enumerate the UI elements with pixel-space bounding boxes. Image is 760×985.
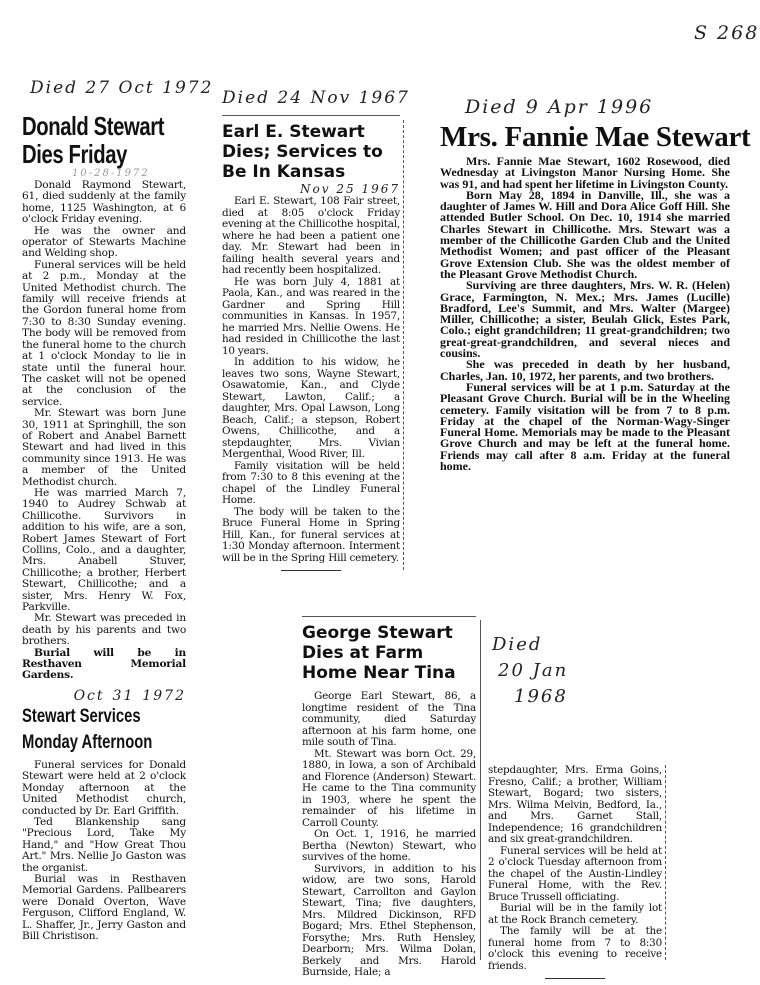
paragraph: He was married March 7, 1940 to Audrey Schwab at Chillicothe. Survivors in addition to his wife, are a son, Robert James Stewart of Fort Collins, Colo., and a daughter, Mrs. Anabell Stuver, Chillicothe; a brother, Herbert Stewart, Chillicothe; and a sister, Mrs. Henry W. Fox, Parkville. — [22, 486, 186, 614]
note-line: Oct — [73, 687, 105, 704]
date-stamp: Nov 25 1967 — [300, 182, 400, 196]
paragraph: In addition to his widow, he leaves two sons, Wayne Stewart, Osawatomie, Kan., and Clyde Stewart, Lawton, Calif.; a daughter, Mrs. Opal Lawson, Long Beach, Calif.; a stepson, Robert Owens, Chillicothe, and a stepdaughter, Mrs. Vivian Mergenthal, Wood River, Ill. — [222, 356, 400, 460]
paragraph: stepdaughter, Mrs. Erma Goins, Fresno, Calif.; a brother, William Stewart, Bogard; two sisters, Mrs. Wilma Melvin, Bedford, Ia., and Mrs. Garnet Stall, Independence; 16 grandchildren and six great-grandchildren. — [488, 764, 662, 845]
article-body — [488, 765, 662, 972]
headline-line: Donald Stewart — [22, 111, 165, 141]
headline-line: Dies Friday — [22, 139, 128, 169]
handwritten-date-note — [492, 632, 568, 710]
handwritten-date-note: Died 9 Apr 1996 — [465, 96, 654, 118]
left-column — [22, 112, 186, 942]
paragraph: Surviving are three daughters, Mrs. W. R. (Helen) Grace, Farmington, N. Mex.; Mrs. James (Lucille) Bradford, Lee's Summit, and Mrs. Walter (Margee) Miller, Chillicothe; a sister, Beulah Glick, Estes Park, Colo.; eight grandchildren; 11 great-grandchildren; two great-great-grandchildren, and several nieces and cousins. — [440, 278, 730, 361]
paragraph: Mt. Stewart was born Oct. 29, 1880, in Iowa, a son of Archibald and Florence (Anderson) Stewart. He came to the Tina community in 1903, where he spent the remainder of his lifetime in Carroll County. — [302, 747, 476, 829]
paragraph: Ted Blankenship sang "Precious Lord, Take My Hand," and "How Great Thou Art." Mrs. Nellie Jo Gaston was the organist. — [22, 815, 186, 874]
article-body — [22, 180, 186, 682]
column-rule — [403, 120, 404, 570]
headline — [22, 111, 165, 169]
paragraph: Born May 28, 1894 in Danville, Ill., she was a daughter of James W. Hill and Dora Alice Goff Hill. She attended Butler School. On Dec. 10, 1914 she married Charles Stewart in Chillicothe. Mrs. Stewart was a member of the Chillicothe Garden Club and the United Methodist Women; and past officer of the Pleasant Grove Extension Club. She was the oldest member of the Pleasant Grove Methodist Church. — [440, 187, 730, 281]
paragraph: Mr. Stewart was born June 30, 1911 at Springhill, the son of Robert and Anabel Barnett Stewart and had lived in this community since 1913. He was a member of the United Methodist church. — [22, 407, 186, 488]
paragraph: Mrs. Fannie Mae Stewart, 1602 Rosewood, died Wednesday at Livingston Manor Nursing Home. She was 91, and had spent her lifetime in Livingston County. — [440, 154, 730, 191]
headline-line: Earl E. Stewart — [222, 122, 365, 142]
handwritten-date-note: Died 27 Oct 1972 — [30, 78, 214, 98]
handwritten-year-note: 1972 — [142, 687, 186, 704]
paragraph: Funeral services will be held at 2 o'clock Tuesday afternoon from the chapel of the Austin-Lindley Funeral Home, with the Rev. Bruce Trussell officiating. — [488, 844, 662, 903]
paragraph: George Earl Stewart, 86, a longtime resident of the Tina community, died Saturday afternoon at his farm home, one mile south of Tina. — [302, 690, 476, 748]
paragraph: On Oct. 1, 1916, he married Bertha (Newton) Stewart, who survives of the home. — [302, 828, 476, 863]
article-body — [440, 156, 730, 472]
clipping-stewart-services — [22, 688, 186, 943]
paragraph: Funeral services for Donald Stewart were held at 2 o'clock Monday afternoon at the United Methodist church, conducted by Dr. Earl Griffith. — [22, 758, 186, 817]
handwritten-date-note — [22, 688, 186, 704]
paragraph: Funeral services will be held at 2 p.m., Monday at the United Methodist church. The family will receive friends at the Gordon funeral home from 7:30 to 8:30 Sunday evening. The body will be removed from the funeral home to the church at 1 o'clock Monday to lie in state until the funeral hour. The casket will not be opened at the conclusion of the service. — [22, 258, 186, 408]
paragraph: Burial will be in the family lot at the Rock Branch cemetery. — [488, 902, 662, 926]
paragraph: Mr. Stewart was preceded in death by his parents and two brothers. — [22, 612, 186, 648]
headline — [222, 122, 400, 182]
clipping-earl-stewart — [222, 115, 400, 571]
note-line: 1968 — [514, 686, 568, 707]
paragraph: Burial was in Resthaven Memorial Gardens. Pallbearers were Donald Overton, Wave Ferguson, Clifford England, W. L. Shaffer, Jr., Jerry Gaston and Bill Christison. — [22, 872, 186, 942]
note-line: 31 — [112, 687, 135, 704]
headline — [22, 704, 153, 756]
paragraph: He was the owner and operator of Stewarts Machine and Welding shop. — [22, 224, 186, 260]
paragraph: She was preceded in death by her husband, Charles, Jan. 10, 1972, her parents, and two brothers. — [440, 357, 730, 383]
article-body — [222, 196, 400, 564]
headline-line: Dies at Farm — [302, 643, 424, 663]
paragraph: The family will be at the funeral home from 7 to 8:30 o'clock this evening to receive friends. — [488, 925, 662, 972]
divider — [545, 978, 605, 979]
date-stamp: 10-28-1972 — [72, 168, 150, 179]
headline-line: Monday Afternoon — [22, 731, 153, 753]
page-number-note: S 268 — [694, 22, 760, 44]
paragraph: Earl E. Stewart, 108 Fair street, died at 8:05 o'clock Friday evening at the Chillicothe hospital, where he had been a patient one day. Mr. Stewart had been in failing health several years and had recently been hospitalized. — [222, 195, 400, 276]
note-line: Died — [492, 634, 543, 655]
headline-line: Stewart Services — [22, 705, 141, 727]
column-rule — [480, 620, 481, 960]
note-line: 20 Jan — [498, 660, 569, 681]
clipping-fannie-stewart — [440, 121, 751, 474]
headline-line: Dies; Services to — [222, 142, 383, 162]
headline — [302, 623, 476, 683]
paragraph: Family visitation will be held from 7:30 to 8 this evening at the chapel of the Lindley Funeral Home. — [222, 459, 400, 506]
article-body — [302, 691, 476, 979]
clipping-donald-stewart — [22, 112, 186, 682]
paragraph: Donald Raymond Stewart, 61, died suddenly at the family home, 1125 Washington, at 6 o'clock Friday evening. — [22, 179, 186, 226]
paragraph: Burial will be in Resthaven Memorial Gardens. — [22, 646, 186, 682]
headline: Mrs. Fannie Mae Stewart — [440, 121, 751, 153]
paragraph: He was born July 4, 1881 at Paola, Kan., and was reared in the Gardner and Spring Hill communities in Kansas. In 1957, he married Mrs. Nellie Owens. He had resided in Chillicothe the last 10 years. — [222, 275, 400, 357]
column-rule — [665, 765, 666, 960]
paragraph: The body will be taken to the Bruce Funeral Home in Spring Hill, Kan., for funeral services at 1:30 Monday afternoon. Interment will be in the Spring Hill cemetery. — [222, 505, 400, 564]
paragraph: Survivors, in addition to his widow, are two sons, Harold Stewart, Carrollton and Gaylon Stewart, Tina; five daughters, Mrs. Mildred Dickinson, RFD Bogard; Mrs. Ethel Stephenson, Forsythe; Mrs. Ruth Hensley, Dearborn; Mrs. Wilma Dolan, Berkely and Mrs. Harold Burnside, Hale; a — [302, 862, 476, 978]
handwritten-date-note: Died 24 Nov 1967 — [222, 88, 410, 108]
clipping-george-stewart-continued — [488, 765, 662, 979]
article-body — [22, 760, 186, 943]
divider — [281, 570, 341, 571]
headline-line: George Stewart — [302, 623, 453, 643]
paragraph: Funeral services will be at 1 p.m. Saturday at the Pleasant Grove Church. Burial will be in the Wheeling cemetery. Family visitation will be from 7 to 8 p.m. Friday at the chapel of the Norman-Wagy-Singer Funeral Home. Memorials may be made to the Pleasant Grove Church and may be left at the funeral home. Friends may call after 8 a.m. Friday at the funeral home. — [440, 379, 730, 474]
headline-line: Be In Kansas — [222, 162, 346, 182]
headline-line: Home Near Tina — [302, 663, 456, 683]
clipping-george-stewart — [302, 616, 476, 979]
